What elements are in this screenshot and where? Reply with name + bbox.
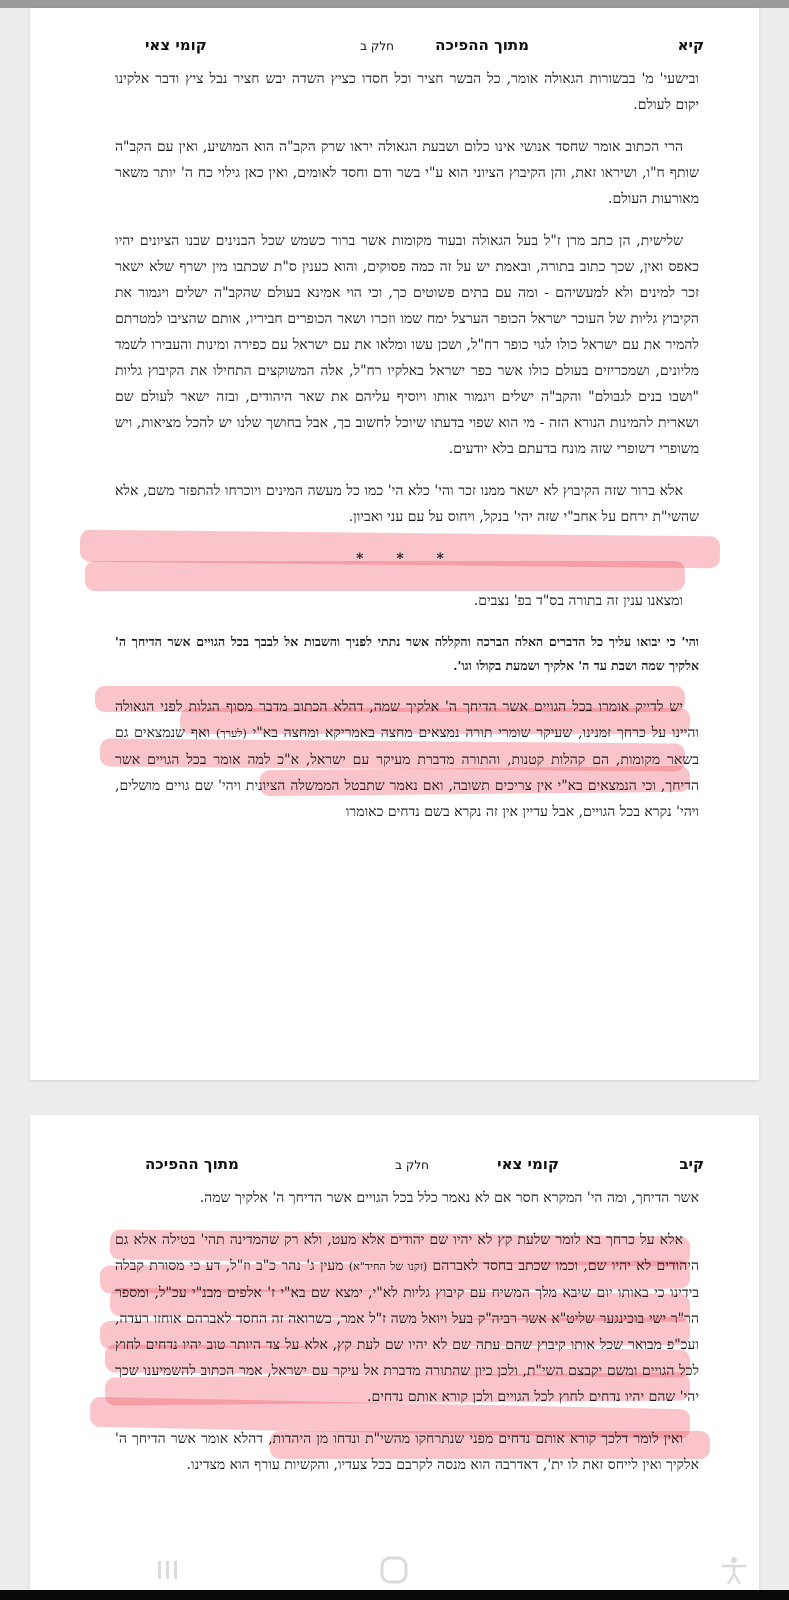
inline-note: (זקנו של החיד"א) bbox=[348, 1260, 428, 1273]
paragraph-text: ואף שנמצאים גם בשאר מקומות, הם קהלות קטנות, והתורה מדברת מעיקר עם ישראל, א"כ למה אומר בכל הגויים אשר הדיחך, וכי הנמצאים בא"י אין צריכים תשובה, ואם נאמר שתבטל הממשלה הציונית ויהי' שם גויים מושלים, ויהי' נקרא בכל הגויים, אבל עדיין אין זה נקרא בשם נדחים כאומרו bbox=[115, 725, 699, 820]
page-number: קיא bbox=[677, 36, 704, 54]
paragraph-text: אלא על כרחך בא לומר שלעת קץ לא יהיו שם יהודים אלא מעט, ולא רק שהמדינה תהי' בטילה אלא גם היהודים לא יהיו שם, וכמו שכתב בחסד לאברהם bbox=[115, 1232, 699, 1274]
inline-note: (לערך) bbox=[215, 727, 247, 740]
book-title: קומי צאי bbox=[145, 36, 207, 54]
paragraph: אשר הדיחך, ומה הי' המקרא חסר אם לא נאמר כלל בכל הגויים אשר הדיחך ה' אלקיך שמה. bbox=[199, 1190, 699, 1206]
page-body bbox=[115, 1185, 699, 1494]
bottom-edge bbox=[0, 1590, 789, 1600]
paragraph-text: יש לדייק אומרו בכל הגויים אשר הדיחך ה' אלקיך שמה, דהלא הכתוב מדבר מסוף הגלות לפני הגאולה והיינו על כרחך זמנינו, שעיקר שומרי תורה נמצאים מחצה באמריקא ומחצה בא"י bbox=[115, 699, 700, 741]
paragraph: שלישית, הן כתב מרן ז"ל בעל הגאולה ובעוד מקומות אשר ברור כשמש שכל הבנינים שבנו הציונים יהיו כאפס ואין, שכך כתוב בתורה, ובאמת יש על זה כמה פסוקים, והוא כענין ס"ת שכתבו מין ישרף שלא ישאר זכר למינים ולא למעשיהם - ומה עם בתים פשוטים כך, וכי הוי אמינא בעולם שהקב"ה ישלים ויגמור את הקיבוץ גליות של העוכר ישראל הכופר הערצל ימח שמו וזכרו ושאר הכופרים חביריו, אותם שהציבו למטרתם להמיר את עם ישראל כולו לגוי כופר רח"ל, ושכן עשו ומלאו את עם ישראל עם כפירה ומינות והעבירו לשמד מליונים, ושמכריזים בעולם כולו אשר כפר ישראל באלקיו רח"ל, אלה המשוקצים התחילו את הקיבוץ גליות "ושבו בנים לגבולם" והקב"ה ישלים ויגמור אותו ויוסיף עליהם את שאר היהודים, ובזה ישאר לעולם שם ושארית להמינות הנורא הזה - מי הוא שפוי בדעתו שיוכל לחשוב כך, אבל בחושך שלנו יש להכל מציאות, ויש משופרי דשופרי שזה מונח בדעתם בלא יודעים. bbox=[115, 233, 699, 457]
top-status-strip bbox=[0, 0, 789, 8]
part-label: חלק ב bbox=[360, 39, 394, 53]
page-number: קיב bbox=[679, 1155, 704, 1173]
recent-apps-icon[interactable] bbox=[150, 1552, 186, 1588]
home-icon[interactable] bbox=[376, 1552, 412, 1588]
paragraph: ואין לומר דלכך קורא אותם נדחים מפני שנתרחקו מהשי"ת ונדחו מן היהדות, דהלא אומר אשר הדיחך ה' אלקיך ואין לייחס זאת לו ית', דאדרבה הוא מנסה לקרבם בכל צעדיו, והקשיות עורף הוא מצדינו. bbox=[115, 1431, 699, 1473]
section-divider: * * * bbox=[356, 551, 458, 567]
document-page-112 bbox=[30, 1115, 759, 1600]
section-title: מתוך ההפיכה bbox=[145, 1155, 239, 1173]
accessibility-icon[interactable] bbox=[716, 1552, 752, 1588]
paragraph-text: מעין ג' נהר כ"ב וז"ל, דע כי מסורת קבלה בידינו כי באותו יום שיבא מלך המשיח עם קיבוץ גליות לא"י, ימצא שם בא"י ז' אלפים מבנ"י עכ"ל, ומספר הר"ר ישי בוכינגער שליט"א אשר רביה"ק בעל ויואל משה ז"ל אמר, כשרואה זה החסד לאברהם אוחזו רעדה, ועכ"פ מבואר שכל אותו קיבוץ שהם עתה שם לא יהיו שם לעת קץ, אלא על צד היותר טוב יהיו נדחים לחוץ לכל הגויים ומשם יקבצם השי"ת, ולכן כיון שהתורה מדברת אל עיקר עם ישראל, אמר הכתוב להשמיענו שכך יהי' שהם יהיו נדחים לחוץ לכל הגויים ולכן קורא אותם נדחים. bbox=[115, 1258, 699, 1405]
source-intro: ומצאנו ענין זה בתורה בס"ד בפ' נצבים. bbox=[473, 593, 683, 609]
verse-quote: והי' כי יבואו עליך כל הדברים האלה הברכה והקללה אשר נתתי לפניך והשבות אל לבבך בכל הגויים אשר הדיחך ה' אלקיך שמה ושבת עד ה' אלקיך ושמעת בקולו וגו'. bbox=[115, 634, 699, 673]
paragraph: ובישעי' מ' בבשורות הגאולה אומר, כל הבשר חציר וכל חסדו כציץ השדה יבש חציר נבל ציץ ודבר אלקינו יקום לעולם. bbox=[115, 71, 699, 113]
part-label: חלק ב bbox=[395, 1158, 429, 1172]
page-body bbox=[115, 66, 699, 841]
paragraph: אלא ברור שזה הקיבוץ לא ישאר ממנו זכר והי' כלא הי' כמו כל מעשה המינים ויוכרחו להתפזר משם, אלא שהשי"ת ירחם על אחב"י שזה יהי' בנקל, ויחוס על עם עני ואביון. bbox=[115, 483, 699, 525]
document-page-111 bbox=[30, 8, 759, 1080]
book-title: קומי צאי bbox=[497, 1155, 559, 1173]
paragraph bbox=[115, 694, 699, 825]
paragraph bbox=[115, 1227, 699, 1410]
running-header bbox=[115, 1155, 704, 1181]
paragraph: הרי הכתוב אומר שחסד אנושי אינו כלום ושבעת הגאולה יראו שרק הקב"ה הוא המושיע, ואין עם הקב"ה שותף ח"ו, ושיראו זאת, והן הקיבוץ הציוני הוא ע"י בשר ודם וחסד לאומים, ואין כאן גילוי כח ה' יותר משאר מאורעות העולם. bbox=[115, 139, 699, 207]
running-header bbox=[115, 36, 704, 62]
section-title: מתוך ההפיכה bbox=[435, 36, 529, 54]
